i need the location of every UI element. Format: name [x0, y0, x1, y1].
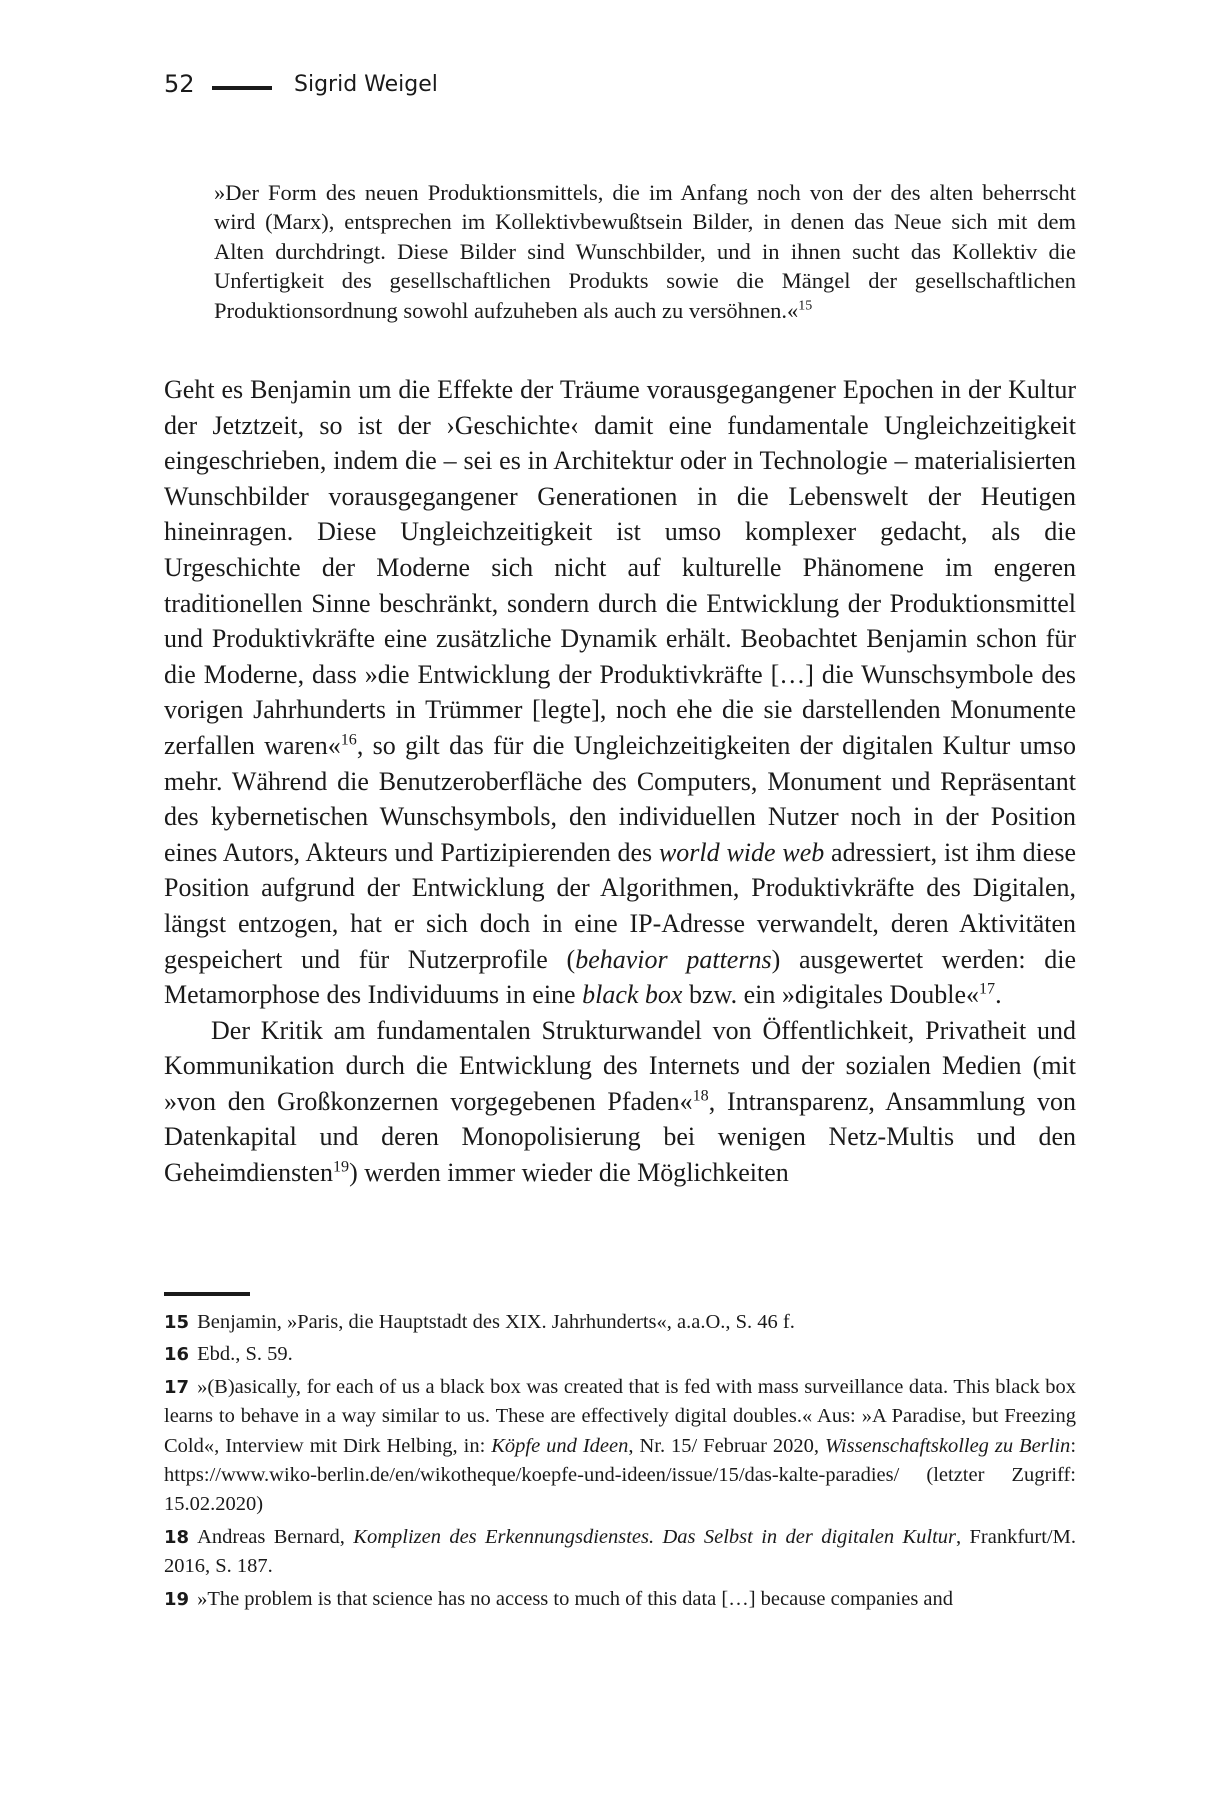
footnote-number: 17 — [164, 1376, 190, 1398]
running-head-author: Sigrid Weigel — [294, 72, 438, 97]
p1-italic-behavior: behavior patterns — [575, 944, 772, 974]
p1-text-f: . — [995, 980, 1002, 1010]
footnote-ref-15: 15 — [798, 298, 813, 314]
footnote-text: , Nr. 15/ Februar 2020, — [628, 1434, 825, 1457]
p1-text-d: ) ausgewertet werden: die Metamorphose des Individuums in eine — [164, 944, 1077, 1010]
p2-text-a: Der Kritik am fundamentalen Strukturwandel von Öffentlichkeit, Privatheit und Kommunikation durch die Entwicklung des Internets und der sozialen Medien (mit »von den Großkonzernen vorgegebenen Pfaden« — [164, 1015, 1076, 1116]
footnote-ref-18: 18 — [692, 1087, 709, 1105]
header-rule — [212, 86, 272, 90]
footnote-17 — [164, 1373, 1076, 1520]
footnote-italic: Köpfe und Ideen — [491, 1434, 629, 1457]
footnote-text: , Frankfurt/M. 2016, S. 187. — [164, 1525, 1076, 1578]
footnote-ref-19: 19 — [332, 1158, 350, 1176]
quote-text: »Der Form des neuen Produktionsmittels, die im Anfang noch von der des alten beherrscht wird (Marx), entsprechen im Kollektivbewußtsein Bilder, in denen das Neue sich mit dem Alten durchdringt. Diese Bilder sind Wunschbilder, und in ihnen sucht das Kollektiv die Unfertigkeit des gesellschaftlichen Produkts sowie die Mängel der gesellschaftlichen Produktionsordnung sowohl aufzuheben als auch zu versöhnen.« — [214, 180, 1076, 323]
footnote-text: Benjamin, »Paris, die Hauptstadt des XIX. Jahrhunderts«, a.a.O., S. 46 f. — [197, 1311, 795, 1333]
p2-text-c: ) werden immer wieder die Möglichkeiten — [349, 1158, 789, 1188]
footnote-ref-16: 16 — [340, 731, 357, 749]
p1-text-e: bzw. ein »digitales Double« — [682, 980, 979, 1010]
footnote-text: Ebd., S. 59. — [197, 1343, 293, 1366]
footnote-text: »The problem is that science has no access to much of this data […] because companies and — [197, 1587, 954, 1610]
p1-text-b: , so gilt das für die Ungleichzeitigkeiten der digitalen Kultur umso mehr. Während die Benutzeroberfläche des Computers, Monument und Repräsentant des kybernetischen Wunschsymbols, den individuellen Nutzer noch in der Position eines Autors, Akteurs und Partizipierenden des — [164, 730, 1076, 867]
footnote-number: 18 — [164, 1526, 190, 1548]
footnote-text: Andreas Bernard, — [197, 1525, 354, 1548]
footnote-number: 19 — [164, 1588, 190, 1610]
paragraph-1 — [164, 372, 1076, 1013]
footnote-italic: Komplizen des Erkennungsdienstes. Das Selbst in der digitalen Kultur — [353, 1525, 957, 1548]
footnote-italic: Wissenschaftskolleg zu Berlin — [824, 1434, 1071, 1457]
page-number: 52 — [164, 70, 195, 98]
footnote-19 — [164, 1585, 1076, 1614]
footnote-rule — [164, 1292, 250, 1296]
footnotes — [164, 1308, 1076, 1617]
footnote-16 — [164, 1340, 1076, 1369]
footnote-number: 16 — [164, 1344, 190, 1366]
p1-italic-blackbox: black box — [582, 980, 683, 1010]
p1-italic-www: world wide web — [658, 837, 825, 867]
body-text — [164, 372, 1076, 1191]
footnote-15 — [164, 1308, 1076, 1337]
footnote-18 — [164, 1523, 1076, 1582]
block-quote — [214, 178, 1076, 325]
p1-text-c: adressiert, ist ihm diese Position aufgrund der Entwicklung der Algorithmen, Produktivkräfte des Digitalen, längst entzogen, hat er sich doch in eine IP-Adresse verwandelt, deren Aktivitäten gespeichert und für Nutzerprofile ( — [164, 837, 1076, 974]
running-header — [164, 70, 1064, 110]
footnote-text: : https://www.wiko-berlin.de/en/wikotheque/koepfe-und-ideen/issue/15/das-kalte-paradies/ (letzter Zugriff: 15.02.2020) — [164, 1434, 1077, 1516]
p2-text-b: , Intransparenz, Ansammlung von Datenkapital und deren Monopolisierung bei wenigen Netz-Multis und den Geheimdiensten — [164, 1086, 1076, 1188]
footnote-ref-17: 17 — [978, 980, 996, 998]
footnote-number: 15 — [164, 1312, 190, 1333]
paragraph-2 — [164, 1013, 1076, 1191]
p1-text-a: Geht es Benjamin um die Effekte der Träume vorausgegangener Epochen in der Kultur der Jetztzeit, so ist der ›Geschichte‹ damit eine fundamentale Ungleichzeitigkeit eingeschrieben, indem die – sei es in Architektur oder in Technologie – materialisierten Wunschbilder vorausgegangener Generationen in die Lebenswelt der Heutigen hineinragen. Diese Ungleichzeitigkeit ist umso komplexer gedacht, als die Urgeschichte der Moderne sich nicht auf kulturelle Phänomene im engeren traditionellen Sinne beschränkt, sondern durch die Entwicklung der Produktionsmittel und Produktivkräfte eine zusätzliche Dynamik erhält. Beobachtet Benjamin schon für die Moderne, dass »die Entwicklung der Produktivkräfte […] die Wunschsymbole des vorigen Jahrhunderts in Trümmer [legte], noch ehe die sie darstellenden Monumente zerfallen waren« — [164, 375, 1076, 760]
footnote-text: »(B)asically, for each of us a black box was created that is fed with mass surveillance data. This black box learns to behave in a way similar to us. These are effectively digital doubles.« Aus: »A Paradise, but Freezing Cold«, Interview mit Dirk Helbing, in: — [164, 1375, 1076, 1457]
